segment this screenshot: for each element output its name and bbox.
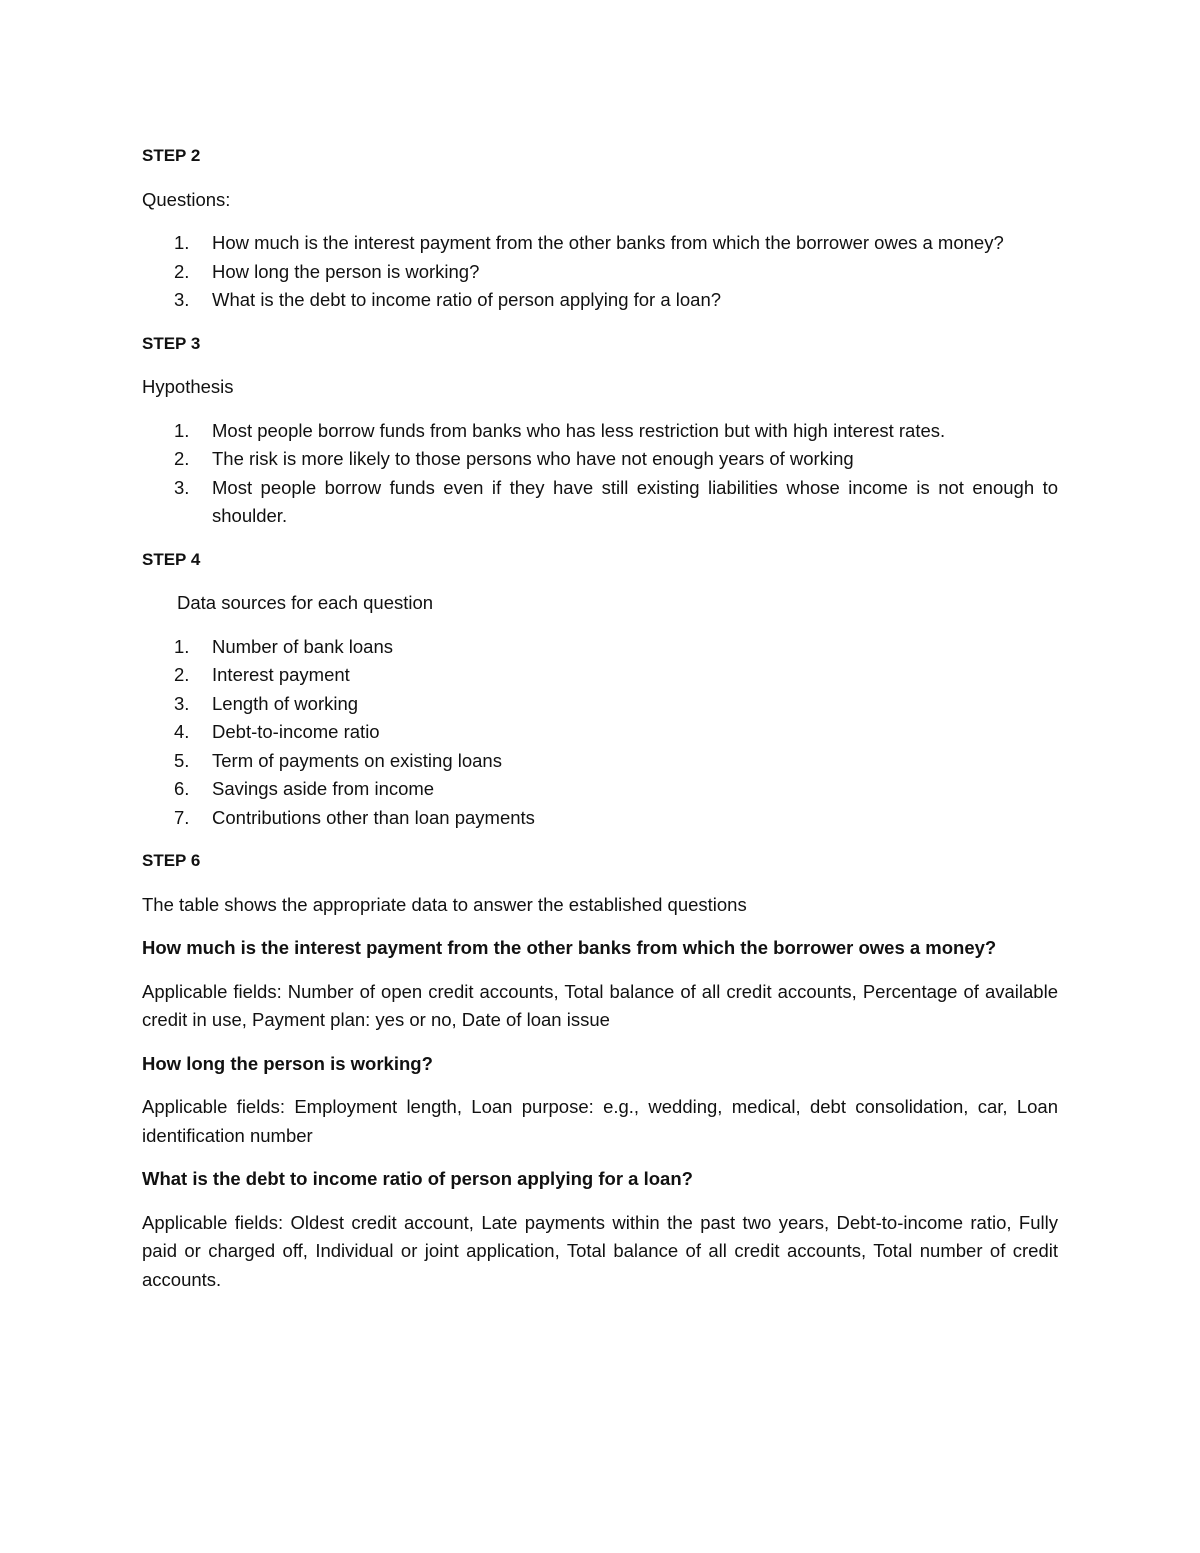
step2-heading: STEP 2 [142,146,201,165]
list-item [142,474,1058,531]
step6-fields-2: Applicable fields: Employment length, Loan purpose: e.g., wedding, medical, debt consolidation, car, Loan identification number [142,1096,1058,1146]
list-item [142,258,1058,287]
list-item [142,445,1058,474]
step3-intro: Hypothesis [142,376,234,397]
list-number: 3. [174,289,190,310]
list-item-text: The risk is more likely to those persons who have not enough years of working [212,448,854,469]
list-item [142,718,1058,747]
step6-intro: The table shows the appropriate data to answer the established questions [142,893,747,915]
step4-intro: Data sources for each question [177,592,434,613]
step6-question-2: How long the person is working? [142,1052,433,1074]
list-item [142,286,1058,315]
list-number: 2. [174,260,190,282]
list-item [142,775,1058,804]
list-item [142,690,1058,719]
list-number: 3. [174,476,190,498]
step2-intro: Questions: [142,188,231,210]
list-item-text: Most people borrow funds from banks who has less restriction but with high interest rates. [212,419,946,441]
list-number: 1. [174,232,190,253]
list-item [142,661,1058,690]
step2-question-list [142,229,1058,315]
step4-heading: STEP 4 [142,549,201,569]
step6-heading: STEP 6 [142,851,201,870]
list-number: 4. [174,721,190,742]
list-item [142,804,1058,833]
list-number: 6. [174,778,190,799]
step3-hypothesis-list [142,417,1058,531]
list-item [142,747,1058,776]
list-number: 3. [174,692,190,714]
list-number: 1. [174,419,190,441]
list-item-text: What is the debt to income ratio of person applying for a loan? [212,289,722,310]
list-item-text: Number of bank loans [212,635,393,657]
step6-question-3: What is the debt to income ratio of person applying for a loan? [142,1168,693,1189]
list-number: 2. [174,448,190,469]
step6-fields-1: Applicable fields: Number of open credit accounts, Total balance of all credit accounts, Percentage of available credit in use, Payment plan: yes or no, Date of loan issue [142,980,1058,1030]
list-item-text: Most people borrow funds even if they have still existing liabilities whose income is not enough to shoulder. [212,476,1058,526]
step4-data-source-list [142,633,1058,833]
list-item-text: Length of working [212,692,359,714]
list-item-text: How much is the interest payment from the other banks from which the borrower owes a money? [212,232,1004,253]
list-item-text: How long the person is working? [212,260,480,282]
document-body [142,142,1058,1309]
list-item-text: Savings aside from income [212,778,435,799]
list-item [142,229,1058,258]
list-item-text: Contributions other than loan payments [212,806,535,828]
list-item-text: Debt-to-income ratio [212,721,380,742]
list-number: 5. [174,749,190,771]
list-number: 1. [174,635,190,657]
step6-fields-3: Applicable fields: Oldest credit account, Late payments within the past two years, Debt-to-income ratio, Fully paid or charged off, Individual or joint application, Total balance of all credit accounts, Total number of credit accounts. [142,1211,1058,1290]
list-item-text: Interest payment [212,664,350,685]
list-number: 7. [174,806,190,828]
step3-heading: STEP 3 [142,333,201,353]
list-item-text: Term of payments on existing loans [212,749,502,771]
list-number: 2. [174,664,190,685]
list-item [142,633,1058,662]
list-item [142,417,1058,446]
step6-question-1: How much is the interest payment from the other banks from which the borrower owes a money? [142,937,997,958]
